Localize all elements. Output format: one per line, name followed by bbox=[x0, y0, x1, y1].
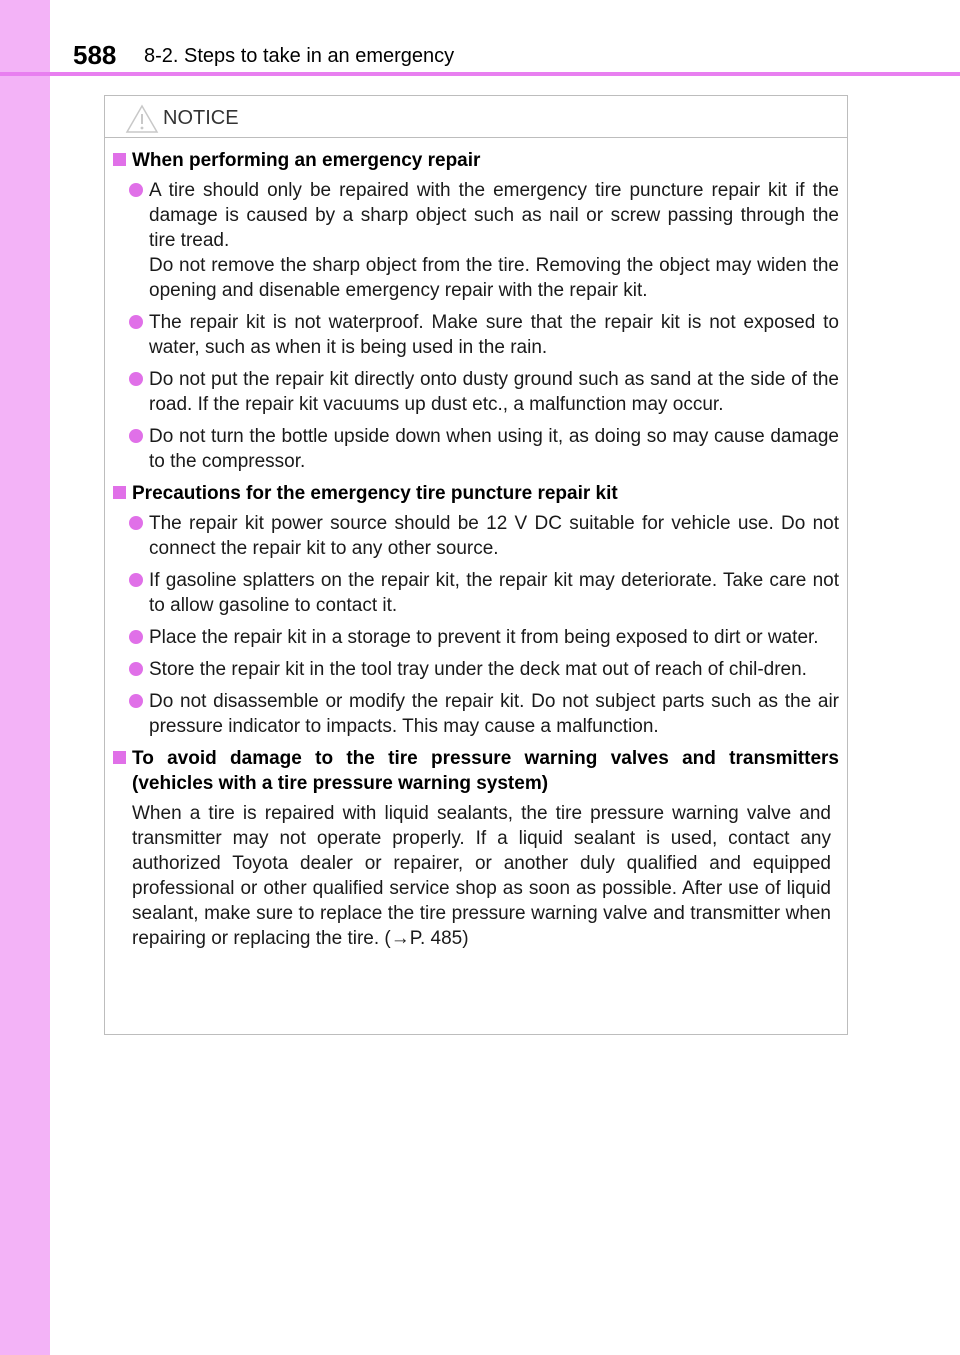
bullet-item bbox=[105, 568, 847, 618]
notice-header bbox=[105, 96, 847, 138]
notice-section bbox=[105, 481, 847, 739]
notice-section bbox=[105, 746, 847, 951]
round-bullet-icon bbox=[129, 183, 143, 197]
bullet-item bbox=[105, 178, 847, 303]
bullet-text: Do not disassemble or modify the repair kit. Do not subject parts such as the air pressure indicator to impacts. This may cause a malfunction. bbox=[149, 691, 839, 737]
notice-box bbox=[104, 95, 848, 1035]
bullet-text: The repair kit power source should be 12 V DC suitable for vehicle use. Do not connect the repair kit to any other source. bbox=[149, 513, 839, 559]
header-rule bbox=[0, 72, 960, 76]
section-heading: To avoid damage to the tire pressure warning valves and transmitters (vehicles with a tire pressure warning system) bbox=[105, 746, 847, 796]
bullet-text: Do not turn the bottle upside down when using it, as doing so may cause damage to the compressor. bbox=[149, 426, 839, 472]
bullet-text: If gasoline splatters on the repair kit, the repair kit may deteriorate. Take care not to allow gasoline to contact it. bbox=[149, 570, 839, 616]
bullet-item bbox=[105, 657, 847, 682]
bullet-text: The repair kit is not waterproof. Make sure that the repair kit is not exposed to water, such as when it is being used in the rain. bbox=[149, 312, 839, 358]
bullet-item bbox=[105, 310, 847, 360]
round-bullet-icon bbox=[129, 372, 143, 386]
round-bullet-icon bbox=[129, 662, 143, 676]
round-bullet-icon bbox=[129, 573, 143, 587]
bullet-text: Do not remove the sharp object from the tire. Removing the object may widen the opening and disenable emergency repair with the repair kit. bbox=[149, 255, 839, 301]
notice-section bbox=[105, 148, 847, 474]
square-bullet-icon bbox=[113, 486, 126, 499]
notice-title: NOTICE bbox=[163, 107, 239, 129]
bullet-item bbox=[105, 424, 847, 474]
round-bullet-icon bbox=[129, 630, 143, 644]
section-title: 8-2. Steps to take in an emergency bbox=[144, 45, 455, 67]
page-number: 588 bbox=[73, 40, 117, 70]
bullet-item bbox=[105, 367, 847, 417]
bullet-text: A tire should only be repaired with the emergency tire puncture repair kit if the damage is caused by a sharp object such as nail or screw passing through the tire tread. bbox=[149, 180, 839, 251]
section-body-text: When a tire is repaired with liquid sealants, the tire pressure warning valve and transmitter may not operate properly. If a liquid sealant is used, contact any authorized Toyota dealer or repairer, or another duly qualified and equipped professional or other qualified service shop as soon as possible. After use of liquid sealant, make sure to replace the tire pressure warning valve and transmitter when repairing or replacing the tire. (→P. 485) bbox=[132, 803, 831, 949]
bullet-item bbox=[105, 625, 847, 650]
bullet-text: Place the repair kit in a storage to prevent it from being exposed to dirt or water. bbox=[149, 627, 819, 648]
section-heading: When performing an emergency repair bbox=[105, 148, 847, 173]
square-bullet-icon bbox=[113, 153, 126, 166]
square-bullet-icon bbox=[113, 751, 126, 764]
round-bullet-icon bbox=[129, 429, 143, 443]
round-bullet-icon bbox=[129, 315, 143, 329]
left-margin-band bbox=[0, 0, 50, 1355]
section-heading: Precautions for the emergency tire puncture repair kit bbox=[105, 481, 847, 506]
page-header bbox=[0, 0, 960, 80]
bullet-item bbox=[105, 511, 847, 561]
bullet-text: Do not put the repair kit directly onto dusty ground such as sand at the side of the road. If the repair kit vacuums up dust etc., a malfunction may occur. bbox=[149, 369, 839, 415]
notice-content bbox=[105, 148, 847, 955]
round-bullet-icon bbox=[129, 516, 143, 530]
warning-triangle-icon bbox=[125, 104, 159, 134]
bullet-text: Store the repair kit in the tool tray under the deck mat out of reach of chil-dren. bbox=[149, 659, 807, 680]
bullet-item bbox=[105, 689, 847, 739]
round-bullet-icon bbox=[129, 694, 143, 708]
